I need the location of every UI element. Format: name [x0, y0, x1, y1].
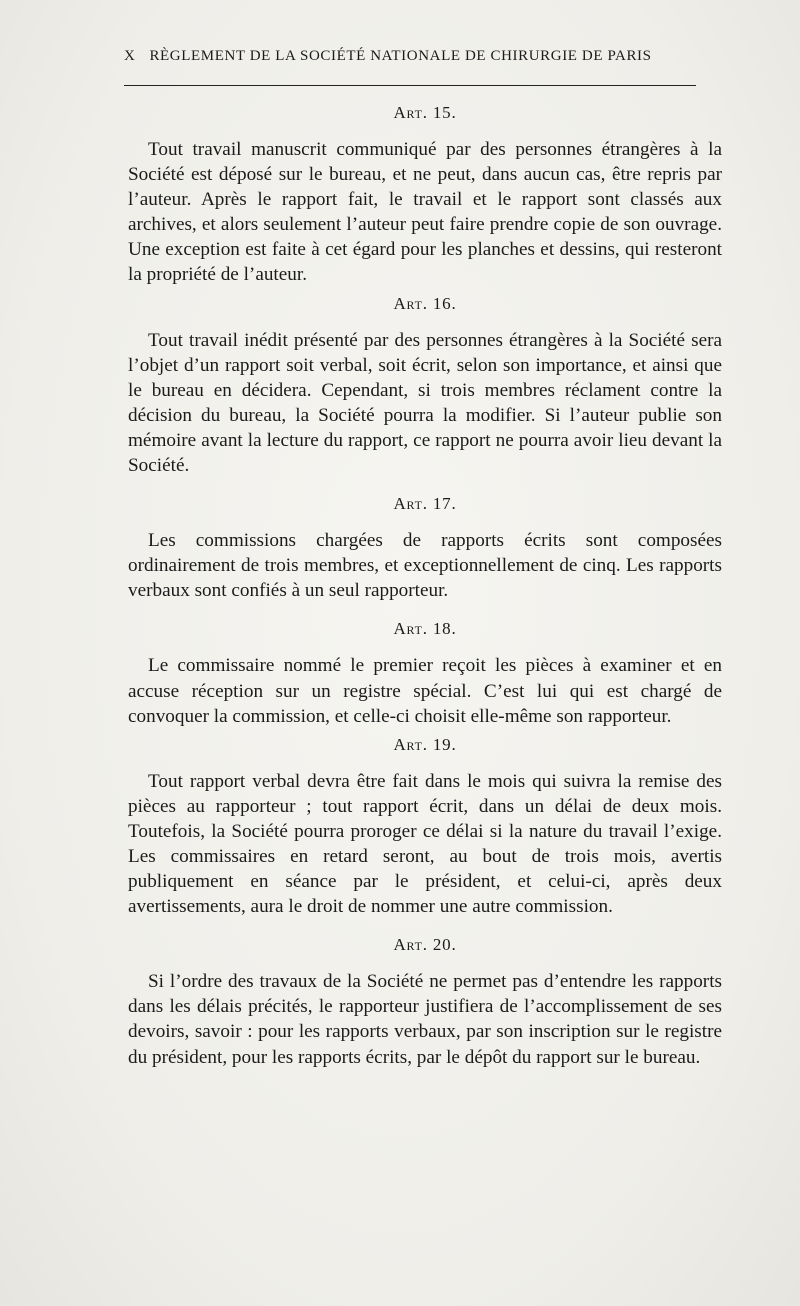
article-text: Le commissaire nommé le premier reçoit les pièces à examiner et en accuse réception sur un registre spécial. C’est lui qui est chargé de convoquer la commission, et celle-ci choisit elle-même son rapporteur.: [128, 655, 722, 727]
header-rule: [124, 85, 696, 86]
article-text: Si l’ordre des travaux de la Société ne permet pas d’entendre les rapports dans les délais précités, le rapporteur justifiera de l’accomplissement de ses devoirs, savoir : pour les rapports verbaux, par son inscription sur le registre du président, pour les rapports écrits, par le dépôt du rapport sur le bureau.: [128, 971, 722, 1068]
article-heading: Art. 18.: [393, 619, 457, 639]
article-17: [128, 494, 722, 603]
article-text: Tout travail inédit présenté par des personnes étrangères à la Société sera l’objet d’un rapport soit verbal, soit écrit, selon son importance, et ainsi que le bureau en décidera. Cependant, si trois membres réclament contre la décision du bureau, la Société pourra la modifier. Si l’auteur publie son mémoire avant la lecture du rapport, ce rapport ne pourra avoir lieu devant la Société.: [128, 329, 722, 477]
page-body: [128, 103, 722, 1086]
article-text: Tout travail manuscrit communiqué par des personnes étrangères à la Société est déposé sur le bureau, et ne peut, dans aucun cas, être repris par l’auteur. Après le rapport fait, le travail et le rapport sont classés aux archives, et alors seulement l’auteur peut faire prendre copie de son ouvrage. Une exception est faite à cet égard pour les planches et dessins, qui resteront la propriété de l’auteur.: [128, 139, 722, 286]
article-heading: Art. 16.: [393, 293, 457, 313]
page-folio: X: [124, 48, 136, 64]
article-text: Tout rapport verbal devra être fait dans le mois qui suivra la remise des pièces au rapporteur ; tout rapport écrit, dans un délai de deux mois. Toutefois, la Société pourra proroger ce délai si la nature du travail l’exige. Les commissaires en retard seront, au bout de trois mois, avertis publiquement en séance par le président, et celui-ci, après deux avertissements, aura le droit de nommer une autre commission.: [128, 770, 722, 918]
article-20: [128, 935, 722, 1069]
article-15: [128, 103, 722, 288]
article-19: [128, 735, 722, 920]
article-heading: Art. 17.: [393, 494, 457, 514]
article-heading: Art. 20.: [393, 935, 457, 955]
article-16: [128, 294, 722, 479]
running-title: RÈGLEMENT DE LA SOCIÉTÉ NATIONALE DE CHIRURGIE DE PARIS: [149, 48, 652, 64]
article-18: [128, 619, 722, 728]
article-text: Les commissions chargées de rapports écrits sont composées ordinairement de trois membres, et exceptionnellement de cinq. Les rapports verbaux sont confiés à un seul rapporteur.: [128, 530, 722, 602]
article-heading: Art. 15.: [393, 103, 457, 122]
article-heading: Art. 19.: [393, 734, 457, 754]
running-header: [124, 48, 696, 65]
